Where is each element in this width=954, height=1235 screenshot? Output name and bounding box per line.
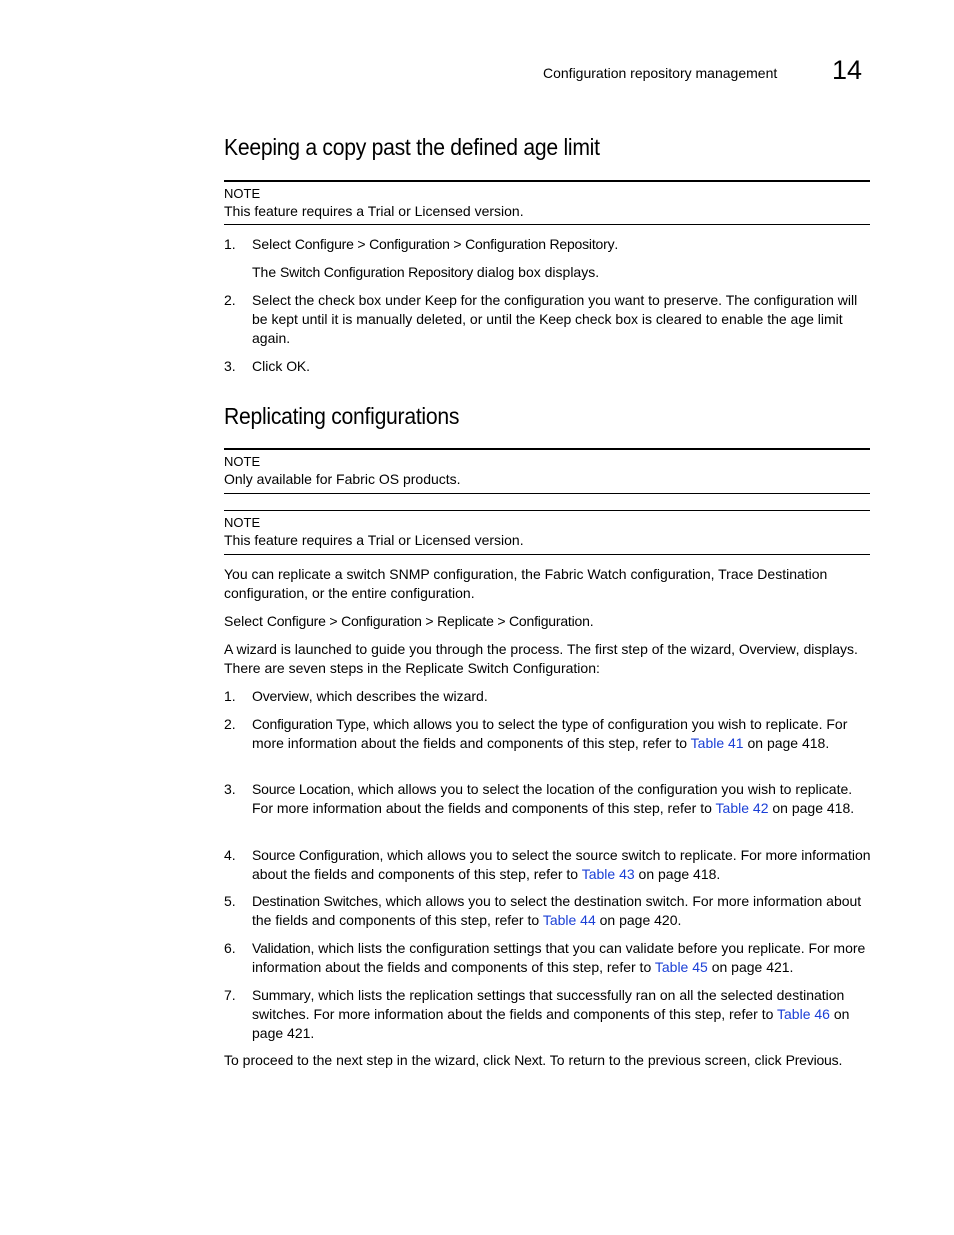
ui-term: Next <box>514 1052 543 1068</box>
closing-paragraph: To proceed to the next step in the wizard, click Next. To return to the previous screen, click Previous. <box>224 1052 843 1068</box>
note-text: Only available for Fabric OS products. <box>224 471 461 487</box>
select-paragraph: Select Configure > Configuration > Replicate > Configuration. <box>224 613 594 629</box>
table-link[interactable]: Table 45 <box>654 959 708 975</box>
step-number: 7. <box>224 987 236 1003</box>
note-label: NOTE <box>224 515 261 530</box>
menu-path: Configure > Configuration > Configuration Repository <box>294 236 615 252</box>
ui-term: Overview <box>738 641 796 657</box>
ui-term: Keep <box>539 311 572 327</box>
step-number: 3. <box>224 358 236 374</box>
step-name: Source Configuration <box>252 847 380 863</box>
step-name: Source Location <box>252 781 351 797</box>
menu-path: Configure > Configuration > Replicate > Configuration <box>266 613 590 629</box>
step-name: Destination Switches <box>252 893 378 909</box>
section-heading-keeping-copy: Keeping a copy past the defined age limit <box>224 134 600 160</box>
table-link[interactable]: Table 43 <box>581 866 635 882</box>
step-number: 3. <box>224 781 236 797</box>
step-text: Select Configure > Configuration > Configuration Repository. <box>252 236 619 252</box>
wizard-paragraph: A wizard is launched to guide you through the process. The first step of the wizard, Overview, displays. There are seven steps in the Replicate Switch Configuration: <box>224 641 858 676</box>
table-link[interactable]: Table 41 <box>690 735 744 751</box>
wizard-step: Source Configuration, which allows you to select the source switch to replicate. For more information about the fields and components of this step, refer to Table 43 on page 418. <box>252 847 871 882</box>
wizard-step: Source Location, which allows you to select the location of the configuration you wish to replicate. For more information about the fields and components of this step, refer to Table 42 on page 418. <box>252 781 855 816</box>
note-box <box>224 180 870 225</box>
step-name: Configuration Type <box>252 716 366 732</box>
ui-term: Keep <box>424 292 457 308</box>
ui-term: OK <box>286 358 307 374</box>
step-number: 1. <box>224 236 236 252</box>
step-subtext: The Switch Configuration Repository dialog box displays. <box>252 264 600 280</box>
step-name: Validation <box>252 940 311 956</box>
step-name: Summary <box>252 987 311 1003</box>
wizard-step: Configuration Type, which allows you to select the type of configuration you wish to replicate. For more information about the fields and components of this step, refer to Table 41 on page 418. <box>252 716 848 751</box>
note-label: NOTE <box>224 186 261 201</box>
wizard-step: Destination Switches, which allows you to select the destination switch. For more information about the fields and components of this step, refer to Table 44 on page 420. <box>252 893 862 928</box>
table-link[interactable]: Table 46 <box>777 1006 830 1022</box>
step-number: 1. <box>224 688 236 704</box>
intro-paragraph: You can replicate a switch SNMP configuration, the Fabric Watch configuration, Trace Destination configuration, or the entire configuration. <box>224 566 828 601</box>
running-header: Configuration repository management <box>543 65 778 81</box>
step-number: 2. <box>224 292 236 308</box>
step-name: Overview <box>252 688 309 704</box>
ui-term: Previous <box>785 1052 839 1068</box>
step-number: 6. <box>224 940 236 956</box>
wizard-step: Summary, which lists the replication settings that successfully ran on all the selected destination switches. For more information about the fields and components of this step, refer to Table 46 on page 421. <box>252 987 850 1041</box>
step-text: Click OK. <box>252 358 310 374</box>
wizard-step: Overview, which describes the wizard. <box>252 688 488 704</box>
step-number: 5. <box>224 893 236 909</box>
step-text: Select the check box under Keep for the configuration you want to preserve. The configuration will be kept until it is manually deleted, or until the Keep check box is cleared to enable the age limit again. <box>252 292 858 346</box>
step-number: 2. <box>224 716 236 732</box>
note-text: This feature requires a Trial or Licensed version. <box>224 203 524 219</box>
dialog-name: Switch Configuration Repository <box>280 264 474 280</box>
wizard-step: Validation, which lists the configuration settings that you can validate before you replicate. For more information about the fields and components of this step, refer to Table 45 on page 421. <box>252 940 866 975</box>
section-heading-replicating: Replicating configurations <box>224 403 460 429</box>
table-link[interactable]: Table 42 <box>715 800 769 816</box>
chapter-number: 14 <box>832 55 863 85</box>
step-number: 4. <box>224 847 236 863</box>
note-text: This feature requires a Trial or Licensed version. <box>224 532 524 548</box>
note-label: NOTE <box>224 454 261 469</box>
table-link[interactable]: Table 44 <box>542 912 596 928</box>
note-box <box>224 510 870 555</box>
note-box <box>224 448 870 494</box>
